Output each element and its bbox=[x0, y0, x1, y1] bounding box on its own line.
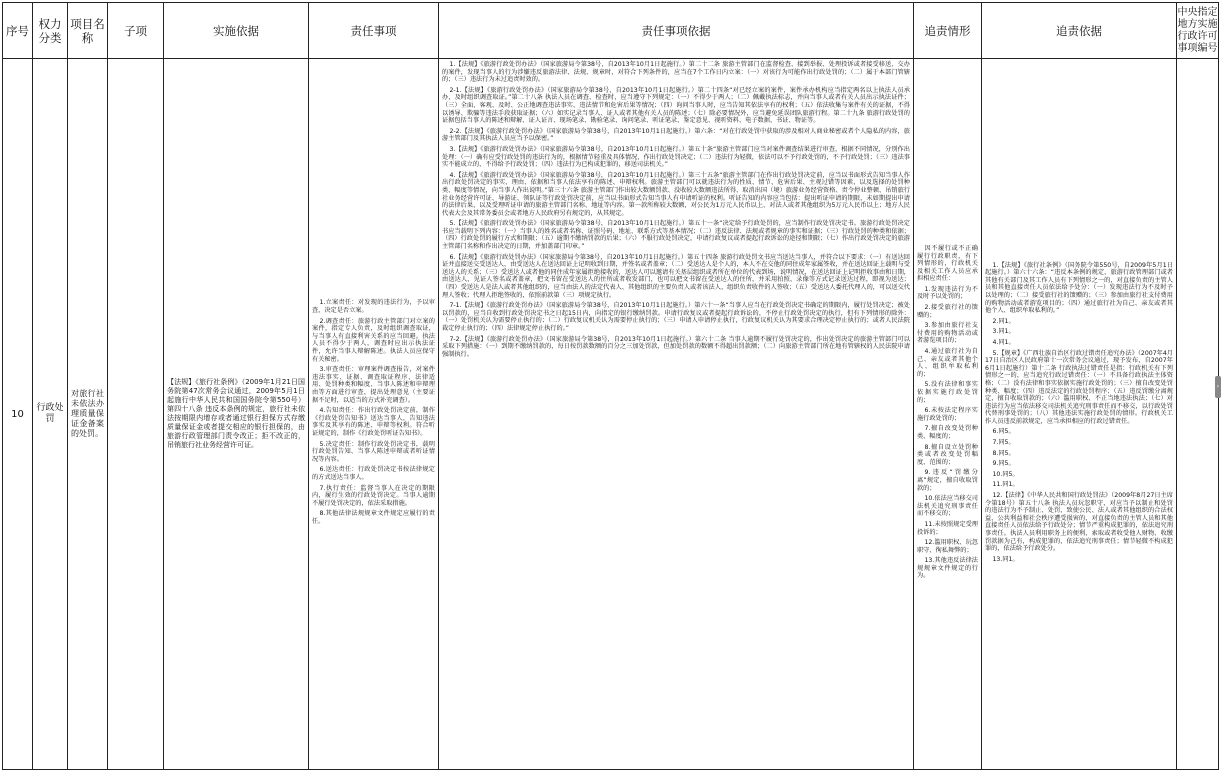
header-category: 权力分类 bbox=[33, 3, 68, 59]
accountability-basis-item: 4.同1。 bbox=[992, 338, 1015, 346]
accountability-item: 5.没有法律和事实依据实施行政处罚的； bbox=[917, 381, 978, 404]
header-item-name: 项目名称 bbox=[68, 3, 108, 59]
cell-item-name bbox=[68, 59, 108, 770]
accountability-item: 12.滥用职权、玩忽职守、徇私舞弊的； bbox=[917, 539, 978, 554]
cell-code bbox=[1177, 59, 1219, 770]
duty-item: 1.立案责任：对发现的违法行为，予以审查，决定是否立案。 bbox=[312, 299, 435, 315]
accountability-item: 8.擅自设立处罚种类或者改变处罚幅度、范围的； bbox=[917, 443, 978, 466]
item-name-text: 对旅行社未依法办理质量保证金备案的处罚。 bbox=[71, 389, 104, 438]
accountability-item: 3.参加由旅行社支付费用的购物活动或者游览项目的； bbox=[917, 322, 978, 345]
accountability-basis-item: 11.同1。 bbox=[992, 481, 1019, 489]
accountability-item: 1.发现违法行为不及时予以处罚的； bbox=[917, 285, 978, 301]
accountability-item: 9.违反“罚缴分离”规定，擅自收取罚款的； bbox=[917, 469, 978, 492]
accountability-basis-item: 6.同5。 bbox=[992, 428, 1015, 436]
accountability-item: 13.其他违反法律法规规章文件规定的行为。 bbox=[917, 557, 978, 580]
duty-basis-item: 2-2.【法规】《旅游行政处罚办法》（国家旅游局令第38号，自2013年10月1日起施行。）第六条：“对在行政处罚中获取的涉及相对人商业秘密或者个人隐私的内容，旅游主管部门及其执法人员应当予以保密。” bbox=[442, 127, 910, 143]
accountability-basis-item: 1.【法规】《旅行社条例》（国务院令第550号，自2009年5月1日起施行。）第六十六条：“违反本条例的规定，旅游行政管理部门或者其他有关部门及其工作人员有下列情形之一的，对直接负责的主管人员和其他直接责任人员依法给予处分：（一）发现违法行为不及时予以处理的；（二）接受旅行社的馈赠的；（三）参加由旅行社支付费用的购物活动或者游览项目的；（四）通过旅行社为自己、亲友或者其他个人、组织牟取私利的。” bbox=[985, 261, 1173, 315]
accountability-basis-item: 12.【法律】《中华人民共和国行政处罚法》（2009年8月27日主席令第18号）第五十八条 执法人员玩忽职守，对应当予以制止和处罚的违法行为不予制止、处罚，致使公民、法人或者其他组织的合法权益、公共利益和社会秩序遭受损害的，对直接负责的主管人员和其他直接责任人员依法给予行政处分；情节严重构成犯罪的，依法追究刑事责任。执法人员利用职务上的便利，索取或者收受他人财物、收缴罚款据为己有，构成犯罪的，依法追究刑事责任；情节轻微不构成犯罪的，依法给予行政处分。 bbox=[985, 492, 1173, 553]
accountability-basis-item: 2.同1。 bbox=[992, 317, 1015, 325]
duty-basis-item: 7-1.【法规】《旅游行政处罚办法》（国家旅游局令第38号，自2013年10月1日起施行。）第六十一条“当事人应当在行政处罚决定书确定的期限内，履行处罚决定；被处以罚款的，应当自收到行政处罚决定书之日起15日内，向指定的银行缴纳罚款。申请行政复议或者提起行政诉讼的，不停止行政处罚决定的执行，但有下列情形的除外：（一）处罚机关认为需要停止执行的；（二）行政复议机关认为需要停止执行的；（三）申请人申请停止执行，行政复议机关认为其要求合理决定停止执行的；或者人民法院裁定停止执行的；（四）法律规定停止执行的。” bbox=[442, 302, 910, 332]
duty-list bbox=[309, 299, 438, 525]
duty-item: 7.执行责任：监督当事人在决定的期限内，履行生效的行政处罚决定。当事人逾期不履行处罚决定的，依法采取措施。 bbox=[312, 484, 435, 507]
basis-text: 【法规】《旅行社条例》（2009年1月21日国务院第47次常务会议通过，2009年5月1日起施行中华人民共和国国务院令第550号）第四十八条 违反本条例的规定，旅行社未依法按期限内增存或者通过银行担保方式存缴质量保证金或者提交相应的银行担保的，由旅游行政管理部门责令改正；拒不改正的，吊销旅行社业务经营许可证。 bbox=[167, 378, 305, 449]
cell-duty-basis bbox=[439, 59, 914, 770]
cell-category bbox=[33, 59, 68, 770]
duty-basis-item: 4.【法规】《旅游行政处罚办法》（国家旅游局令第38号，自2013年10月1日起施行。）第三十五条“旅游主管部门在作出行政处罚决定前，应当以书面形式告知当事人作出行政处罚决定的事实、理由、依据和当事人依法享有的陈述、申辩权利。旅游主管部门可以就违法行为的性质、情节、危害后果、主观过错等因素，以及选择的处罚种类、幅度等情况，向当事人作出说明。”第三十六条 旅游主管部门作出较大数额罚款、没收较大数额违法所得、取消出国（境）旅游业务经营资格、责令停业整顿、吊销旅行社业务经营许可证、导游证、领队证等行政处罚决定前，应当以书面形式告知当事人有申请听证的权利。听证告知的内容应当包括：提出听证申请的期限，未如期提出申请的法律后果，以及受理听证申请的旅游主管部门名称、地址等内容。第一款所称较大数额，对公民为1万元人民币以上、对法人或者其他组织为5万元人民币以上；地方人民代表大会及其常务委员会或者地方人民政府另有规定的，从其规定。 bbox=[442, 171, 910, 217]
header-code: 中央指定地方实施行政许可事项编号 bbox=[1177, 3, 1219, 59]
cell-seq: 10 bbox=[3, 59, 33, 770]
accountability-item: 10.依法应当移交司法机关追究刑事责任而不移交的； bbox=[917, 495, 978, 518]
duty-basis-item: 1.【法规】《旅游行政处罚办法》（国家旅游局令第38号，自2013年10月1日起施行。）第二十二条 旅游主管部门在监督检查、接到举报、处理投诉或者接受移送、交办的案件，发现当事人的行为涉嫌违反旅游法律、法规、规章时，对符合下列条件的，应当在7个工作日内立案：（一）对该行为可能作出行政处罚的；（二）属于本部门管辖的；（三）违法行为未过追责时效的。 bbox=[442, 61, 910, 84]
accountability-item: 7.擅自改变处罚种类、幅度的； bbox=[917, 425, 978, 440]
duty-item: 5.决定责任：制作行政处罚决定书，载明行政处罚告知、当事人陈述申辩或者听证情况等内容。 bbox=[312, 440, 435, 463]
header-seq: 序号 bbox=[3, 3, 33, 59]
cell-accountability-basis bbox=[982, 59, 1177, 770]
duty-item: 8.其他法律法规规章文件规定应履行的责任。 bbox=[312, 510, 435, 525]
header-sub-item: 子项 bbox=[108, 3, 164, 59]
accountability-list bbox=[914, 245, 981, 580]
category-text: 行政处罚 bbox=[36, 403, 64, 424]
header-basis: 实施依据 bbox=[164, 3, 309, 59]
accountability-basis-item: 10.同5。 bbox=[992, 470, 1019, 478]
accountability-basis-list bbox=[982, 262, 1176, 564]
cell-basis bbox=[164, 59, 309, 770]
duty-item: 4.告知责任：作出行政处罚决定前，制作《行政处罚告知书》送达当事人，告知违法事实及其享有的陈述、申辩等权利。符合听证规定的，制作《行政处罚听证告知书》。 bbox=[312, 407, 435, 437]
duty-basis-item: 3.【法规】《旅游行政处罚办法》（国家旅游局令第38号，自2013年10月1日起施行。）第五十条“旅游主管部门应当对案件调查结果进行审查，根据不同情况，分别作出处理：（一）确有应受行政处罚的违法行为的，根据情节轻重及具体情况，作出行政处罚决定；（二）违法行为轻微，依法可以不予行政处罚的，不予行政处罚；（三）违法事实不能成立的，不得给予行政处罚；（四）违法行为已构成犯罪的，移送司法机关。” bbox=[442, 145, 910, 169]
accountability-basis-item: 8.同5。 bbox=[992, 449, 1015, 457]
header-duty: 责任事项 bbox=[309, 3, 439, 59]
cell-sub-item bbox=[108, 59, 164, 770]
accountability-basis-item: 3.同1。 bbox=[992, 328, 1015, 336]
duty-basis-list bbox=[439, 59, 913, 358]
cell-duty bbox=[309, 59, 439, 770]
accountability-basis-item: 5.【规章】《广西壮族自治区行政过错责任追究办法》（2007年4月17日自治区人民政府第十一次常务会议通过，现予发布，自2007年6月1日起施行）第十二条 行政执法过错责任是指：行政机关有下列情形之一的，应当追究行政过错责任：（一）不具备行政执法主体资格；（二）没有法律和事实依据实施行政处罚的；（三）擅自改变处罚种类、幅度；（四）违反法定的行政处罚程序；（五）违反罚缴分离规定，擅自收取罚款的；（六）滥用职权、不正当地违法执法；（七）对违法行为应当依法移交司法机关追究刑事责任而不移交，以行政处罚代替刑事处罚的；（八）其他违法实施行政处罚的情形。行政机关工作人员违反前款规定，应当承担相应的行政过错责任。 bbox=[985, 349, 1173, 425]
power-list-table bbox=[2, 2, 1219, 770]
header-accountability-basis: 追责依据 bbox=[982, 3, 1177, 59]
duty-basis-item: 6.【法规】《旅游行政处罚办法》（国家旅游局令第38号，自2013年10月1日起施行。）第五十四条 旅游行政处罚文书应当送达当事人，并符合以下要求：（一）有送达回证并直接送交受送达人，由受送达人在送达回证上记明收到日期，并签名或者盖章；（二）受送达人是个人的，本人不在交他的同住成年家属签收，并在送达回证上载明与受送达人的关系；（三）受送达人或者他的同住成年家属拒绝接收的，送达人可以邀请有关基层组织或者所在单位的代表到场，说明情况，在送达回证上记明拒收事由和日期，由送达人、见证人签名或者盖章，把文书留在受送达人的住所或者收发部门，也可以把文书留在受送达人的住所，并采用拍照、录像等方式记录送达过程，即视为送达；（四）受送达人是法人或者其他组织的，应当由法人的法定代表人、其他组织的主要负责人或者该法人、组织负责收件的人签收；（五）受送达人委托代理人的，可以送交代理人签收；代理人拒绝签收的，依照前款第（三）项规定执行。 bbox=[442, 253, 910, 299]
accountability-basis-item: 13.同1。 bbox=[992, 555, 1019, 563]
side-scroll-handle[interactable]: › bbox=[1215, 376, 1221, 398]
header-row bbox=[3, 3, 1219, 59]
table-row bbox=[3, 59, 1219, 770]
accountability-basis-item: 9.同5。 bbox=[992, 460, 1015, 468]
duty-item: 2.调查责任：旅游行政主管部门对立案的案件，指定专人负责，及时组织调查取证，与当事人有直接利害关系的应当回避。执法人员不得少于两人，调查时应出示执法证件，允许当事人辩解陈述。执法人员应保守有关秘密。 bbox=[312, 317, 435, 363]
duty-item: 3.审查责任：审理案件调查报告，对案件违法事实、证据、调查取证程序、法律适用、处罚种类和幅度、当事人陈述和申辩理由等方面进行审查，提出处理意见（主要证据不足时，以适当的方式补充调查）。 bbox=[312, 366, 435, 404]
accountability-item: 2.接受旅行社的馈赠的； bbox=[917, 304, 978, 319]
cell-accountability bbox=[914, 59, 982, 770]
duty-basis-item: 7-2.【法规】《旅游行政处罚办法》（国家旅游局令第38号，自2013年10月1日起施行。）第六十二条 当事人逾期不履行处罚决定的，作出处罚决定的旅游主管部门可以采取下列措施：（一）到期不缴纳罚款的，每日按罚款数额的百分之三加处罚款，但加处罚款的数额不得超出罚款额；（二）向旅游主管部门所在地有管辖权的人民法院申请强制执行。 bbox=[442, 335, 910, 358]
accountability-item: 因不履行或不正确履行行政职责，有下列情形的，行政机关及相关工作人员应承担相应责任： bbox=[917, 244, 978, 283]
duty-basis-item: 2-1.【法规】《旅游行政处罚办法》（国家旅游局令第38号，自2013年10月1日起施行。）第二十四条“对已经立案的案件，案件承办机构应当指定两名以上执法人员承办，及时组织调查取证。”第二十八条 执法人员在调查、检查时，应当遵守下列规定：（一）不得少于两人；（二）佩戴执法标志，并向当事人或者有关人员出示执法证件；（三）全面、客观、及时、公正地调查违法事实、违法情节和危害后果等情况；（四）询问当事人时，应当告知其依法享有的权利；（五）依法收集与案件有关的证据，不得以诱导、欺骗等违法手段获取证据；（六）如实记录当事人、证人或者其他有关人员的陈述；（七）除必要情况外，应当避免延误团队旅游行程。第二十九条 旅游行政处罚的证据包括当事人的陈述和辩解、证人证言、现场笔录、勘验笔录、询问笔录、听证笔录、鉴定意见、视听资料、电子数据、书证、物证等。 bbox=[442, 86, 910, 125]
accountability-item: 11.未按照规定受理投诉的； bbox=[917, 520, 978, 536]
accountability-basis-item: 7.同5。 bbox=[992, 439, 1015, 447]
header-accountability: 追责情形 bbox=[914, 3, 982, 59]
header-duty-basis: 责任事项依据 bbox=[439, 3, 914, 59]
accountability-item: 4.通过旅行社为自己、亲友或者其他个人、组织牟取私利的； bbox=[917, 348, 978, 378]
accountability-item: 6.未按法定程序实施行政处罚的； bbox=[917, 407, 978, 422]
duty-basis-item: 5.【法规】《旅游行政处罚办法》（国家旅游局令第38号，自2013年10月1日起施行。）第五十一条“决定给予行政处罚的，应当制作行政处罚决定书。旅游行政处罚决定书应当载明下列内容：（一）当事人的姓名或者名称、证照号码、地址、联系方式等基本情况；（二）违反法律、法规或者规章的事实和证据；（三）行政处罚的种类和依据；（四）行政处罚的履行方式和期限；（五）逾期不缴纳罚款的后果；（六）不服行政处罚决定，申请行政复议或者提起行政诉讼的途径和期限；（七）作出行政处罚决定的旅游主管部门名称和作出决定的日期，并加盖部门印章。” bbox=[442, 220, 910, 251]
duty-item: 6.送达责任：行政处罚决定书按法律规定的方式送达当事人。 bbox=[312, 466, 435, 481]
